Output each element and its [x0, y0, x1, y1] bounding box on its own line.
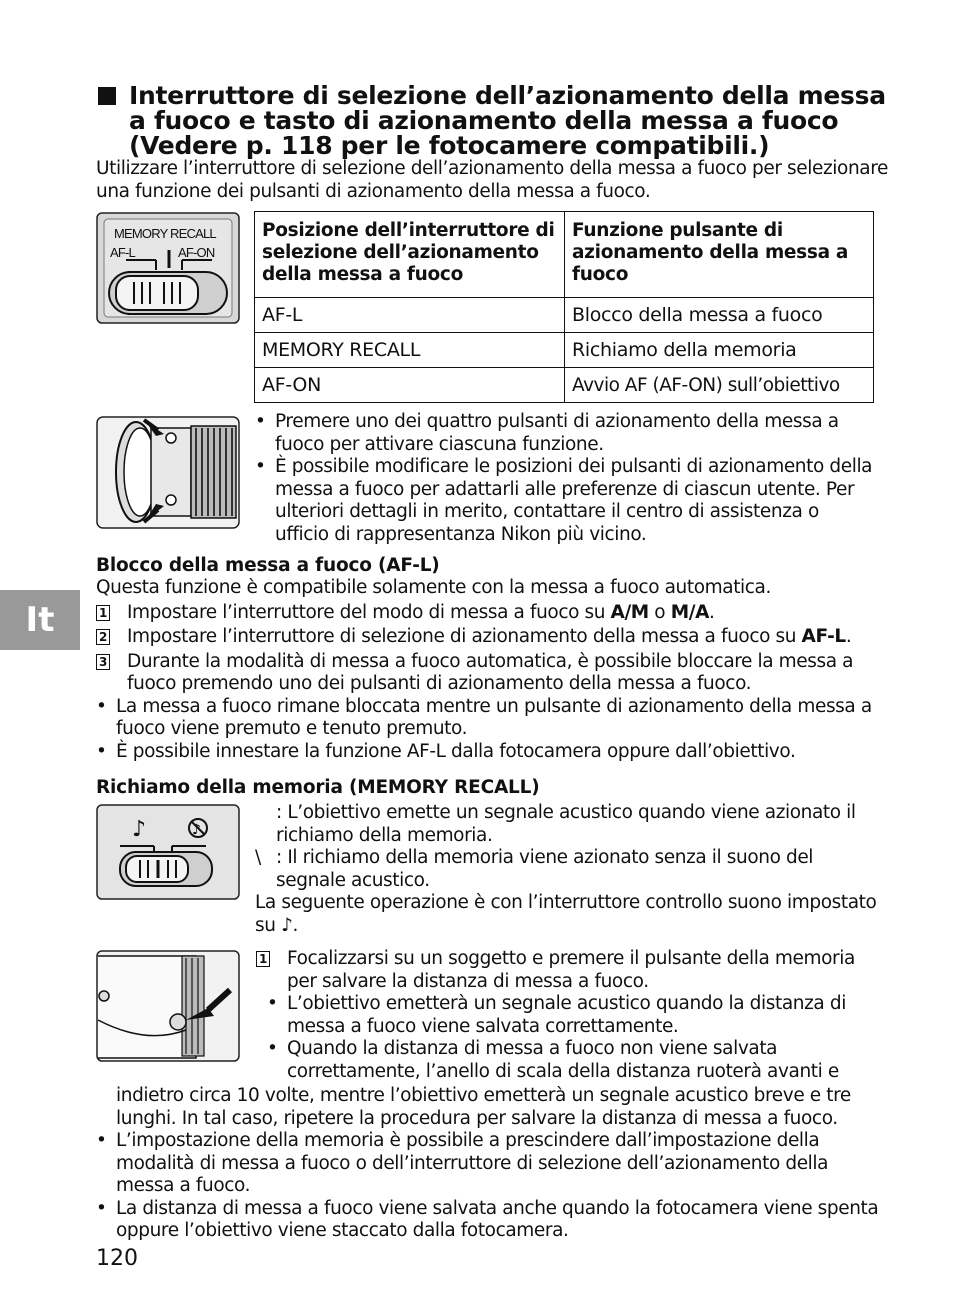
memory-button-illustration [96, 950, 240, 1062]
afl-intro: Questa funzione è compatibile solamente con la messa a fuoco automatica. [96, 577, 771, 598]
switch-label-afon: AF-ON [178, 245, 215, 260]
lens-buttons-figure [96, 416, 240, 529]
title-line: Interruttore di selezione dell’azionamento della messa [129, 81, 886, 110]
continuation-text: indietro circa 10 volte, mentre l’obiettivo emetterà un segnale acustico breve e tre lunghi. In tal caso, ripetere la procedura per salvare la distanza di messa a fuoco. [116, 1085, 851, 1129]
step-3: 3 Durante la modalità di messa a fuoco automatica, è possibile bloccare la messa a fuoco premendo uno dei pulsanti di azionamento della messa a fuoco. [96, 651, 886, 696]
table-header-position: Posizione dell’interruttore di selezione dell’azionamento della messa a fuoco [255, 212, 565, 298]
list-item: • Premere uno dei quattro pulsanti di azionamento della messa a fuoco per attivare ciascuna funzione. [255, 411, 875, 456]
sound-switch-figure [96, 804, 240, 900]
table-header-row [255, 212, 874, 298]
function-table-wrap [254, 211, 874, 403]
memory-notes [96, 1085, 886, 1243]
intro-paragraph: Utilizzare l’interruttore di selezione dell’azionamento della messa a fuoco per selezionare una funzione dei pulsanti di azionamento della messa a fuoco. [96, 158, 888, 202]
table-row [255, 298, 874, 333]
list-item: • Quando la distanza di messa a fuoco non viene salvata correttamente, l’anello di scala della distanza ruoterà avanti e [267, 1038, 881, 1083]
afl-section [96, 555, 886, 763]
memory-steps [256, 948, 881, 1083]
step-2: 2 Impostare l’interruttore di selezione di azionamento della messa a fuoco su AF-L. [96, 626, 886, 649]
sound-off-option: \ : Il richiamo della memoria viene azionato senza il suono del segnale acustico. [255, 847, 814, 891]
table-cell-position: MEMORY RECALL [255, 333, 565, 368]
afl-heading: Blocco della messa a fuoco (AF-L) [96, 555, 440, 576]
language-tab: It [0, 590, 80, 650]
sound-off-icon: \ [255, 847, 261, 868]
memory-heading: Richiamo della memoria (MEMORY RECALL) [96, 777, 540, 798]
function-table [254, 211, 874, 403]
memory-sub-bullets [256, 993, 881, 1083]
table-cell-function: Richiamo della memoria [565, 333, 874, 368]
switch-label-afl: AF-L [110, 245, 135, 260]
page-number: 120 [96, 1246, 138, 1271]
section-title [96, 83, 886, 158]
title-line: (Vedere p. 118 per le fotocamere compatibili.) [129, 131, 770, 160]
list-item: • È possibile modificare le posizioni dei pulsanti di azionamento della messa a fuoco per adattarli alle preferenze di ciascun utente. Per ulteriori dettagli in merito, contattare il centro di assistenza o ufficio di rappresentanza Nikon più vicino. [255, 456, 875, 546]
title-line: a fuoco e tasto di azionamento della messa a fuoco [129, 106, 839, 135]
note-icon: ♪ [281, 914, 293, 936]
table-row [255, 368, 874, 403]
table-cell-position: AF-ON [255, 368, 565, 403]
switch-label-memory-recall: MEMORY RECALL [114, 226, 216, 241]
step-1: 1 Focalizzarsi su un soggetto e premere il pulsante della memoria per salvare la distanza di messa a fuoco. [256, 948, 881, 993]
table-cell-function: Avvio AF (AF-ON) sull’obiettivo [565, 368, 874, 403]
buttons-bullet-list [255, 411, 875, 546]
list-item: • L’impostazione della memoria è possibile a prescindere dall’impostazione della modalità di messa a fuoco o dell’interruttore di selezione dell’azionamento della messa a fuoco. [96, 1130, 886, 1198]
sound-options [255, 802, 880, 937]
svg-text:♪: ♪ [192, 822, 201, 838]
sound-on-option: : L’obiettivo emette un segnale acustico quando viene azionato il richiamo della memoria. [276, 802, 856, 846]
table-row [255, 333, 874, 368]
sound-switch-illustration [96, 804, 240, 900]
list-item: • La distanza di messa a fuoco viene salvata anche quando la fotocamera viene spenta oppure l’obiettivo viene staccato dalla fotocamera. [96, 1198, 886, 1243]
sound-note: La seguente operazione è con l’interruttore controllo suono impostato su ♪. [255, 892, 877, 936]
step-number: 1 [96, 605, 110, 621]
list-item: • La messa a fuoco rimane bloccata mentre un pulsante di azionamento della messa a fuoco viene premuto e tenuto premuto. [96, 696, 886, 741]
svg-text:♪: ♪ [132, 817, 147, 842]
step-1: 1 Impostare l’interruttore del modo di messa a fuoco su A/M o M/A. [96, 602, 886, 625]
table-cell-function: Blocco della messa a fuoco [565, 298, 874, 333]
step-number: 1 [256, 951, 270, 967]
memory-button-figure [96, 950, 240, 1062]
table-cell-position: AF-L [255, 298, 565, 333]
square-bullet-icon [98, 87, 116, 105]
list-item: • È possibile innestare la funzione AF-L dalla fotocamera oppure dall’obiettivo. [96, 741, 886, 764]
table-header-function: Funzione pulsante di azionamento della messa a fuoco [565, 212, 874, 298]
switch-figure [96, 212, 240, 324]
list-item: • L’obiettivo emetterà un segnale acustico quando la distanza di messa a fuoco viene salvata correttamente. [267, 993, 881, 1038]
lens-buttons-illustration [96, 416, 240, 529]
step-number: 2 [96, 629, 110, 645]
section-heading [96, 83, 886, 158]
step-number: 3 [96, 654, 110, 670]
